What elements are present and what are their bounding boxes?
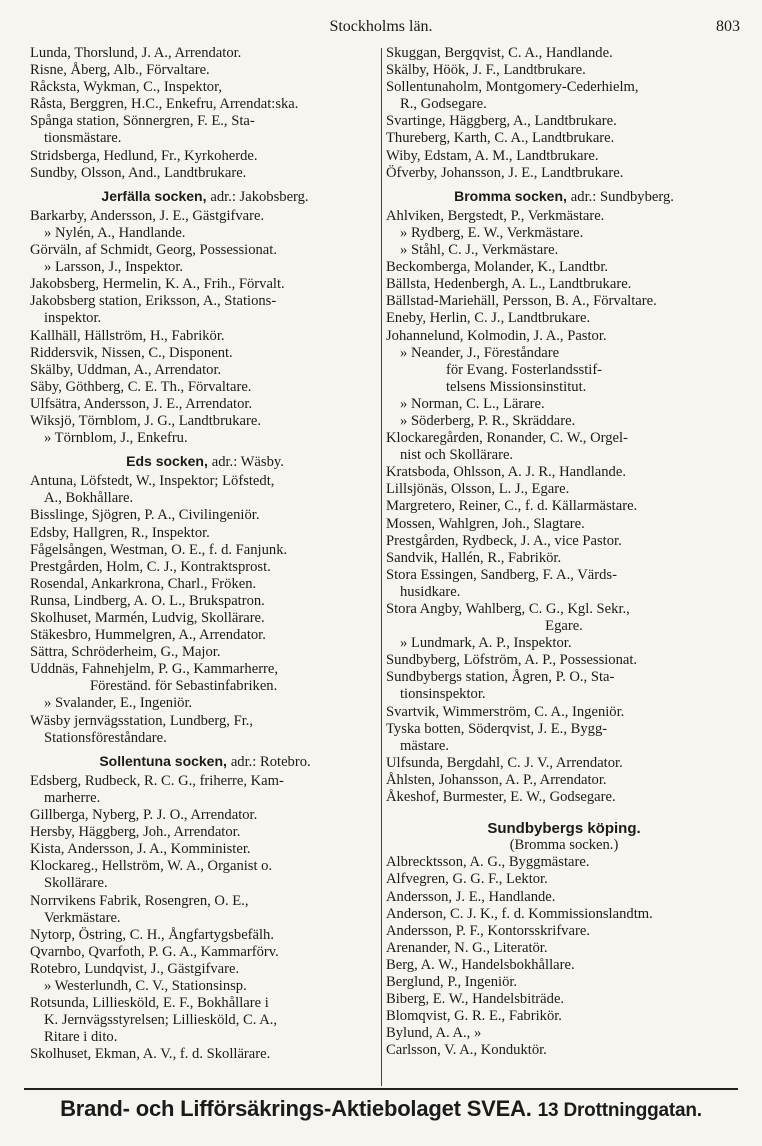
directory-continuation: » Svalander, E., Ingeniör. (44, 695, 193, 712)
directory-entry: Barkarby, Andersson, J. E., Gästgifvare. (30, 207, 265, 224)
parish-address: adr.: Sundbyberg. (570, 188, 674, 205)
directory-entry: Berg, A. W., Handelsbokhållare. (386, 956, 575, 973)
directory-continuation: marherre. (44, 789, 101, 806)
directory-entry: Åkeshof, Burmester, E. W., Godsegare. (386, 789, 616, 806)
directory-entry: Spånga station, Sönnergren, F. E., Sta- (30, 113, 255, 130)
directory-line: Egare. (545, 618, 583, 635)
parish-address: adr.: Jakobsberg. (210, 188, 309, 205)
directory-continuation: » Larsson, J., Inspektor. (44, 259, 184, 276)
directory-continuation: » Norman, C. L., Lärare. (400, 395, 545, 412)
directory-entry: Risne, Åberg, Alb., Förvaltare. (30, 62, 210, 79)
footer-address: 13 Drottninggatan. (537, 1100, 702, 1121)
directory-entry: Skälby, Uddman, A., Arrendator. (30, 361, 222, 378)
directory-entry: Görväln, af Schmidt, Georg, Possessionat. (30, 242, 277, 259)
directory-entry: Andersson, P. F., Kontorsskrifvare. (386, 922, 590, 939)
directory-entry: Biberg, E. W., Handelsbiträde. (386, 991, 565, 1008)
directory-entry: Skuggan, Bergqvist, C. A., Handlande. (386, 45, 613, 61)
directory-entry: Kallhäll, Hällström, H., Fabrikör. (30, 327, 225, 344)
parish-heading (386, 188, 742, 206)
directory-entry: Margretero, Reiner, C., f. d. Källarmästare. (386, 498, 638, 515)
directory-continuation: Föreständ. för Sebastinfabriken. (90, 678, 278, 695)
directory-entry: Riddersvik, Nissen, C., Disponent. (30, 344, 233, 361)
directory-continuation: tionsmästare. (44, 130, 122, 147)
directory-continuation: Skollärare. (44, 875, 108, 892)
directory-entry: Prestgården, Rydbeck, J. A., vice Pastor. (386, 532, 622, 549)
directory-continuation: » Neander, J., Föreståndare (400, 344, 560, 361)
directory-entry: Prestgården, Holm, C. J., Kontraktsprost. (30, 558, 271, 575)
directory-entry: Eneby, Herlin, C. J., Landtbrukare. (386, 310, 591, 327)
directory-continuation: telsens Missionsinstitut. (446, 378, 587, 395)
directory-entry: Kista, Andersson, J. A., Komminister. (30, 841, 251, 858)
right-column (386, 45, 742, 1059)
directory-entry: Säby, Göthberg, C. E. Th., Förvaltare. (30, 378, 252, 395)
directory-entry: Svartvik, Wimmerström, C. A., Ingeniör. (386, 703, 625, 720)
directory-entry: Sättra, Schröderheim, G., Major. (30, 644, 221, 661)
section-heading: Sundbybergs köping. (487, 820, 641, 838)
directory-entry: Stridsberga, Hedlund, Fr., Kyrkoherde. (30, 147, 258, 164)
directory-continuation: » Ståhl, C. J., Verkmästare. (400, 242, 559, 259)
directory-entry: Runsa, Lindberg, A. O. L., Brukspatron. (30, 592, 265, 609)
directory-continuation: tionsinspektor. (400, 686, 486, 703)
directory-continuation: nist och Skollärare. (400, 447, 514, 464)
directory-entry: Albrecktsson, A. G., Byggmästare. (386, 854, 590, 871)
directory-entry: Bylund, A. A., » (386, 1025, 482, 1042)
directory-entry: Lillsjönäs, Olsson, L. J., Egare. (386, 481, 570, 498)
directory-entry: Ahlviken, Bergstedt, P., Verkmästare. (386, 207, 605, 224)
directory-entry: Tyska botten, Söderqvist, J. E., Bygg- (386, 720, 608, 737)
page-number: 803 (716, 18, 740, 35)
directory-entry: Qvarnbo, Qvarfoth, P. G. A., Kammarförv. (30, 943, 279, 960)
directory-entry: Kratsboda, Ohlsson, A. J. R., Handlande. (386, 464, 626, 481)
directory-entry: Sollentunaholm, Montgomery-Cederhielm, (386, 79, 639, 96)
directory-entry: Blomqvist, G. R. E., Fabrikör. (386, 1008, 562, 1025)
directory-entry: Hersby, Häggberg, Joh., Arrendator. (30, 824, 241, 841)
directory-entry: Klockaregården, Ronander, C. W., Orgel- (386, 430, 628, 447)
directory-entry: Uddnäs, Fahnehjelm, P. G., Kammarherre, (30, 661, 279, 678)
directory-entry: Sundbybergs station, Ågren, P. O., Sta- (386, 669, 615, 686)
directory-entry: Svartinge, Häggberg, A., Landtbrukare. (386, 113, 617, 130)
parish-heading (30, 188, 380, 206)
directory-continuation: » Söderberg, P. R., Skräddare. (400, 412, 576, 429)
directory-entry: Gillberga, Nyberg, P. J. O., Arrendator. (30, 807, 258, 824)
directory-entry: Bällstad-Mariehäll, Persson, B. A., Förvaltare. (386, 293, 657, 310)
parish-name: Sollentuna socken, (99, 752, 231, 769)
directory-entry: Alfvegren, G. G. F., Lektor. (386, 871, 548, 888)
directory-continuation: K. Jernvägsstyrelsen; Lilliesköld, C. A., (44, 1012, 278, 1029)
parish-name: Jerfälla socken, (101, 187, 211, 204)
directory-entry: Bisslinge, Sjögren, P. A., Civilingeniör. (30, 507, 260, 524)
directory-entry: Skolhuset, Marmén, Ludvig, Skollärare. (30, 610, 265, 626)
directory-entry: Ulfsunda, Bergdahl, C. J. V., Arrendator. (386, 754, 623, 771)
directory-entry: Bällsta, Hedenbergh, A. L., Landtbrukare. (386, 276, 632, 293)
directory-entry: Edsberg, Rudbeck, R. C. G., friherre, Kam- (30, 772, 284, 789)
directory-continuation: A., Bokhållare. (44, 490, 134, 507)
directory-entry: Stora Essingen, Sandberg, F. A., Värds- (386, 566, 617, 583)
footer-rule (24, 1088, 738, 1090)
directory-entry: Rotsunda, Lilliesköld, E. F., Bokhållare i (30, 995, 269, 1012)
directory-continuation: husidkare. (400, 583, 461, 600)
directory-entry: Fågelsången, Westman, O. E., f. d. Fanjunk. (30, 541, 288, 558)
directory-continuation: » Westerlundh, C. V., Stationsinsp. (44, 977, 247, 994)
directory-entry: Edsby, Hallgren, R., Inspektor. (30, 524, 210, 541)
directory-continuation: mästare. (400, 737, 450, 754)
directory-entry: Jakobsberg, Hermelin, K. A., Frih., Förvalt. (30, 276, 285, 293)
directory-continuation: Ritare i dito. (44, 1029, 118, 1046)
page-title: Stockholms län. (329, 18, 433, 35)
directory-entry: Jakobsberg station, Eriksson, A., Stations- (30, 293, 277, 310)
directory-continuation: för Evang. Fosterlandsstif- (446, 361, 603, 378)
parish-name: Eds socken, (126, 453, 212, 470)
footer-company: Brand- och Lifförsäkrings-Aktiebolaget SVEA. (60, 1096, 532, 1121)
directory-entry: Lunda, Thorslund, J. A., Arrendator. (30, 45, 242, 61)
parish-address: adr.: Wäsby. (211, 454, 284, 471)
parish-heading (30, 753, 380, 771)
directory-entry: Rotebro, Lundqvist, J., Gästgifvare. (30, 960, 240, 977)
directory-entry: Nytorp, Östring, C. H., Ångfartygsbefälh. (30, 926, 275, 943)
directory-entry: Johannelund, Kolmodin, J. A., Pastor. (386, 327, 607, 344)
parish-heading (30, 453, 380, 471)
directory-line: (Bromma socken.) (509, 837, 619, 854)
directory-entry: Råcksta, Wykman, C., Inspektor, (30, 79, 223, 96)
directory-entry: Stäkesbro, Hummelgren, A., Arrendator. (30, 627, 266, 644)
directory-entry: Ulfsätra, Andersson, J. E., Arrendator. (30, 395, 253, 412)
directory-entry: Skolhuset, Ekman, A. V., f. d. Skollärare. (30, 1046, 271, 1063)
directory-entry: Råsta, Berggren, H.C., Enkefru, Arrendat:ska. (30, 96, 299, 113)
directory-entry: Arenander, N. G., Literatör. (386, 939, 548, 956)
directory-entry: Carlsson, V. A., Konduktör. (386, 1042, 547, 1059)
directory-entry: Klockareg., Hellström, W. A., Organist o. (30, 858, 273, 875)
directory-entry: Berglund, P., Ingeniör. (386, 973, 518, 990)
directory-continuation: » Nylén, A., Handlande. (44, 224, 186, 241)
directory-entry: Sundby, Olsson, And., Landtbrukare. (30, 164, 247, 181)
directory-entry: Mossen, Wahlgren, Joh., Slagtare. (386, 515, 585, 532)
directory-entry: Sandvik, Hallén, R., Fabrikör. (386, 549, 562, 566)
directory-entry: Andersson, J. E., Handlande. (386, 888, 556, 905)
column-divider (381, 48, 382, 1086)
directory-entry: Stora Angby, Wahlberg, C. G., Kgl. Sekr., (386, 601, 630, 617)
directory-entry: Öfverby, Johansson, J. E., Landtbrukare. (386, 164, 624, 181)
directory-continuation: » Törnblom, J., Enkefru. (44, 430, 188, 447)
running-head (0, 18, 762, 38)
left-column (30, 45, 380, 1063)
directory-continuation: R., Godsegare. (400, 96, 487, 113)
directory-entry: Beckomberga, Molander, K., Landtbr. (386, 259, 609, 276)
parish-address: adr.: Rotebro. (230, 753, 311, 770)
directory-continuation: » Rydberg, E. W., Verkmästare. (400, 224, 584, 241)
directory-entry: Rosendal, Ankarkrona, Charl., Fröken. (30, 575, 257, 592)
directory-continuation: » Lundmark, A. P., Inspektor. (400, 635, 572, 652)
parish-name: Bromma socken, (454, 187, 571, 204)
directory-entry: Anderson, C. J. K., f. d. Kommissionslandtm. (386, 905, 653, 922)
directory-entry: Norrvikens Fabrik, Rosengren, O. E., (30, 892, 249, 909)
directory-entry: Åhlsten, Johansson, A. P., Arrendator. (386, 771, 607, 788)
directory-entry: Antuna, Löfstedt, W., Inspektor; Löfstedt, (30, 473, 275, 490)
directory-entry: Skälby, Höök, J. F., Landtbrukare. (386, 62, 586, 79)
directory-continuation: Verkmästare. (44, 909, 121, 926)
directory-entry: Sundbyberg, Löfström, A. P., Possessionat. (386, 652, 638, 669)
directory-continuation: Stationsföreståndare. (44, 729, 167, 746)
directory-entry: Wiksjö, Törnblom, J. G., Landtbrukare. (30, 412, 261, 429)
footer-advertisement (24, 1096, 738, 1122)
directory-entry: Wäsby jernvägsstation, Lundberg, Fr., (30, 712, 254, 729)
directory-entry: Thureberg, Karth, C. A., Landtbrukare. (386, 130, 615, 147)
directory-entry: Wiby, Edstam, A. M., Landtbrukare. (386, 147, 599, 164)
directory-continuation: inspektor. (44, 310, 102, 327)
